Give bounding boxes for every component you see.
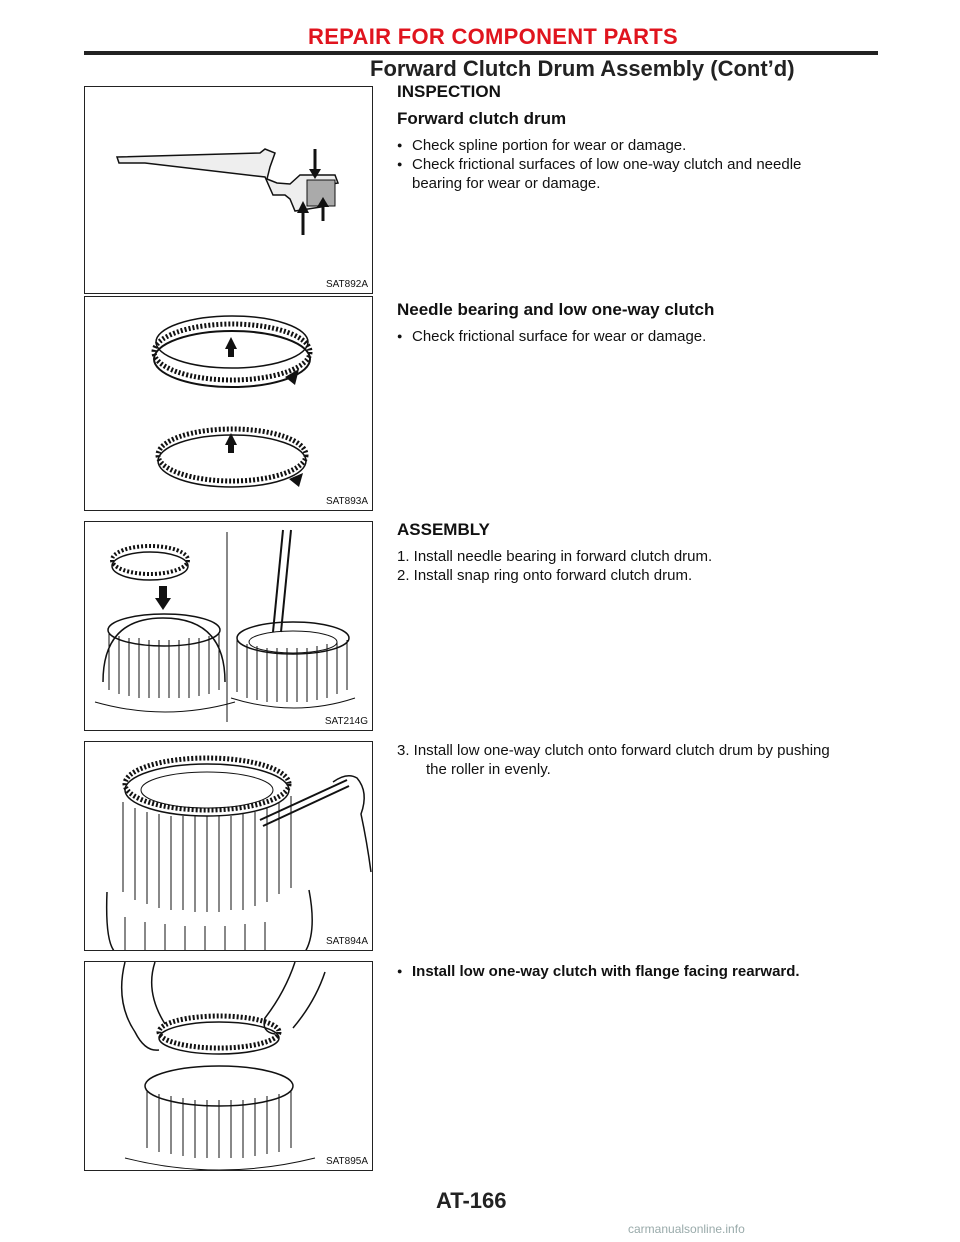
drum-bullet-1: ● Check spline portion for wear or damage. bbox=[397, 136, 877, 155]
figure-sat894a bbox=[84, 741, 373, 951]
assembly-note: ● Install low one-way clutch with flange facing rearward. bbox=[397, 962, 877, 981]
assembly-step-3-line-2: the roller in evenly. bbox=[426, 761, 551, 778]
figure-code: SAT894A bbox=[325, 936, 368, 947]
inspection-heading: INSPECTION bbox=[397, 82, 501, 101]
figure-sat893a bbox=[84, 296, 373, 511]
assembly-step-3 bbox=[397, 741, 887, 779]
drum-bullet-2-cont: bearing for wear or damage. bbox=[412, 175, 601, 192]
assembly-step-1: 1. Install needle bearing in forward clutch drum. bbox=[397, 548, 713, 565]
figure-sat892a bbox=[84, 86, 373, 294]
section-title: REPAIR FOR COMPONENT PARTS bbox=[308, 24, 678, 49]
watermark: carmanualsonline.info bbox=[628, 1222, 745, 1236]
bearing-title: Needle bearing and low one-way clutch bbox=[397, 300, 715, 319]
page-subtitle: Forward Clutch Drum Assembly (Cont’d) bbox=[370, 56, 795, 81]
assembly-step-3-line-1: 3. Install low one-way clutch onto forward clutch drum by pushing bbox=[397, 742, 830, 759]
figure-code: SAT895A bbox=[325, 1156, 368, 1167]
clutch-drum-cross-section-illustration bbox=[85, 87, 373, 294]
needle-bearing-and-one-way-clutch-illustration bbox=[85, 297, 373, 511]
assembly-heading: ASSEMBLY bbox=[397, 520, 490, 539]
page-number: AT-166 bbox=[436, 1188, 507, 1213]
figure-code: SAT892A bbox=[325, 279, 368, 290]
drum-title: Forward clutch drum bbox=[397, 109, 567, 128]
figure-sat895a bbox=[84, 961, 373, 1171]
header-rule bbox=[84, 51, 878, 55]
figure-code: SAT893A bbox=[325, 496, 368, 507]
drum-bullet-2: ● Check frictional surfaces of low one-way clutch and needle bbox=[397, 155, 877, 174]
figure-code: SAT214G bbox=[324, 716, 368, 727]
figure-sat214g bbox=[84, 521, 373, 731]
snap-ring-install-illustration bbox=[85, 522, 373, 731]
hands-install-clutch-illustration bbox=[85, 962, 373, 1171]
one-way-clutch-push-illustration bbox=[85, 742, 373, 951]
assembly-step-2: 2. Install snap ring onto forward clutch drum. bbox=[397, 567, 693, 584]
bearing-bullet-1: ● Check frictional surface for wear or damage. bbox=[397, 327, 877, 346]
